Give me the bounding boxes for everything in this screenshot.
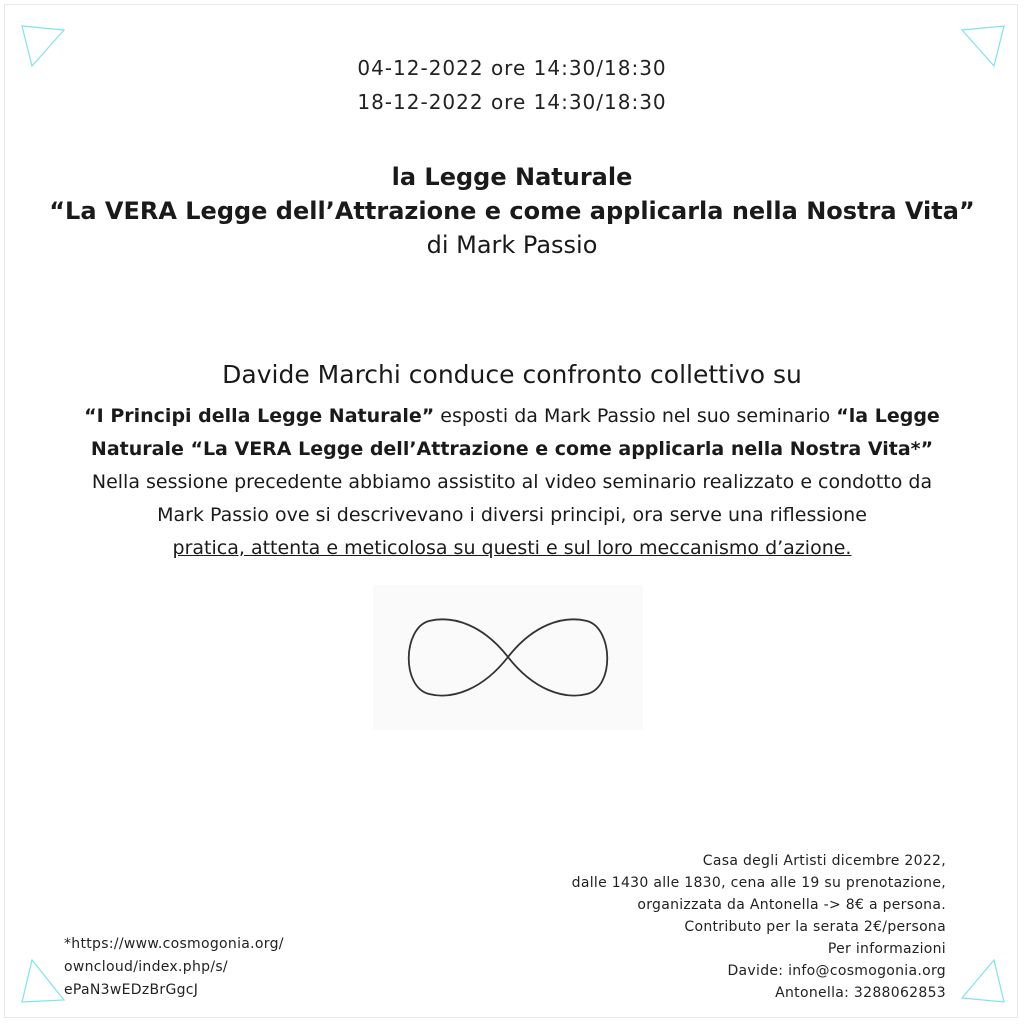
footnote-line: *https://www.cosmogonia.org/ xyxy=(64,936,284,952)
title-author: di Mark Passio xyxy=(426,231,598,259)
event-info-line: organizzata da Antonella -> 8€ a persona. xyxy=(637,897,946,913)
event-info-line: Casa degli Artisti dicembre 2022, xyxy=(702,853,946,869)
paragraph-line-3: pratica, attenta e meticolosa su questi e sul loro meccanismo d’azione. xyxy=(172,537,852,559)
footnote-line: ePaN3wEDzBrGgcJ xyxy=(64,982,199,998)
event-info xyxy=(572,850,946,1004)
corner-triangle-icon-bottom-left xyxy=(18,956,68,1006)
intro-heading: Davide Marchi conduce confronto collettivo su xyxy=(222,360,802,389)
quote-seminar-start: “la Legge xyxy=(836,405,940,427)
date-line-1: 04-12-2022 ore 14:30/18:30 xyxy=(357,56,667,80)
event-info-line: Per informazioni xyxy=(827,941,946,957)
title-block xyxy=(0,160,1024,262)
event-info-line: Contributo per la serata 2€/persona xyxy=(684,919,946,935)
event-info-line: dalle 1430 alle 1830, cena alle 19 su prenotazione, xyxy=(571,875,946,891)
title-line-1: la Legge Naturale xyxy=(391,163,633,191)
quote-seminar-end: Naturale “La VERA Legge dell’Attrazione e come applicarla nella Nostra Vita*” xyxy=(90,438,934,460)
paragraph-line-1: Nella sessione precedente abbiamo assistito al video seminario realizzato e condotto da xyxy=(91,471,933,493)
body-connector: esposti da Mark Passio nel suo seminario xyxy=(434,405,837,427)
infinity-icon xyxy=(373,585,643,730)
quote-principles: “I Principi della Legge Naturale” xyxy=(84,405,435,427)
body-line-2 xyxy=(30,433,994,466)
corner-triangle-icon-bottom-right xyxy=(958,956,1008,1006)
contact-email: Davide: info@cosmogonia.org xyxy=(727,963,946,979)
footnote-line: owncloud/index.php/s/ xyxy=(64,959,228,975)
title-line-2: “La VERA Legge dell’Attrazione e come applicarla nella Nostra Vita” xyxy=(49,197,975,225)
footnote-link xyxy=(64,933,284,1002)
infinity-image xyxy=(373,585,643,730)
body-line-1 xyxy=(30,400,994,433)
contact-phone: Antonella: 3288062853 xyxy=(775,985,946,1001)
date-line-2: 18-12-2022 ore 14:30/18:30 xyxy=(357,90,667,114)
paragraph-line-2: Mark Passio ove si descrivevano i diversi principi, ora serve una riflessione xyxy=(157,504,867,526)
body-text xyxy=(30,400,994,565)
